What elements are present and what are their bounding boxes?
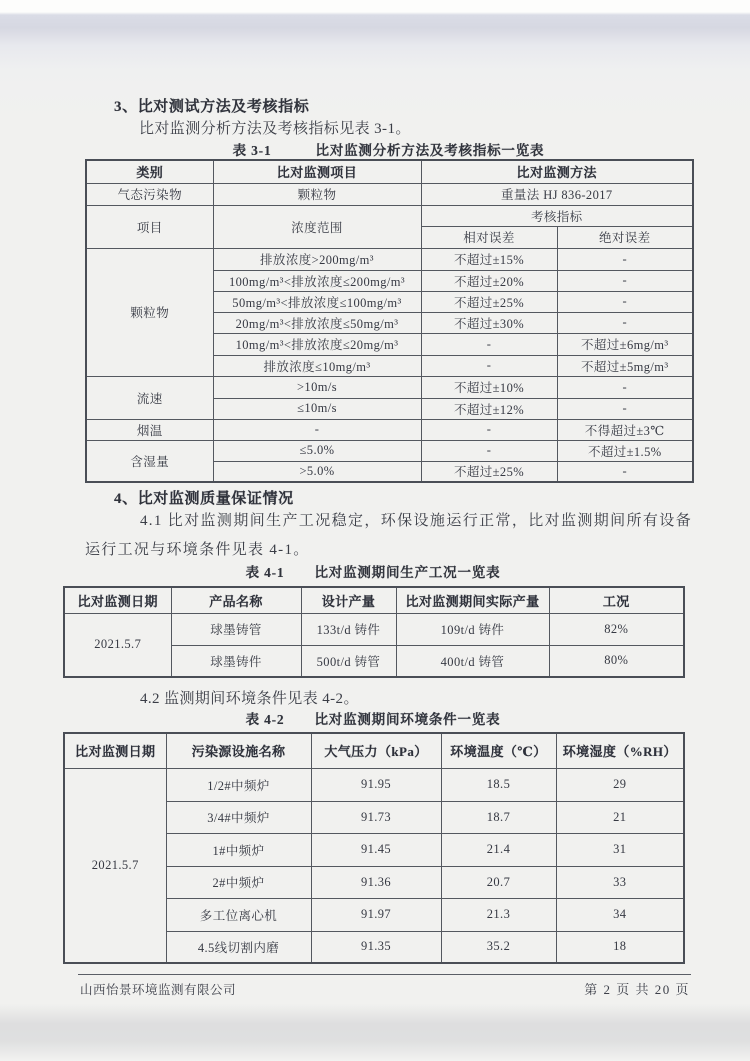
section-3-heading: 3、比对测试方法及考核指标: [114, 99, 310, 115]
section-4-1-paragraph: 4.1 比对监测期间生产工况稳定，环保设施运行正常，比对监测期间所有设备运行工况与环境条件见表 4-1。: [85, 513, 692, 558]
table-header-cell: 大气压力（kPa）: [311, 733, 441, 768]
table-cell: -: [557, 291, 693, 312]
table-cell: 18.7: [441, 801, 556, 833]
table-cell: 100mg/m³<排放浓度≤200mg/m³: [213, 270, 421, 291]
table-cell: 91.73: [311, 801, 441, 833]
table-cell: 相对误差: [421, 226, 557, 248]
footer-divider: [78, 974, 691, 975]
table-cell: 颗粒物: [86, 248, 213, 376]
table-cell: 133t/d 铸件: [301, 613, 396, 645]
table-header-cell: 工况: [549, 587, 684, 613]
table-cell: 2021.5.7: [64, 768, 166, 963]
table-cell: 含湿量: [86, 440, 213, 482]
table-cell: 不超过±5mg/m³: [557, 355, 693, 376]
table-cell: 91.35: [311, 931, 441, 963]
table-cell: 21: [556, 801, 684, 833]
table-4-2-caption-title: 比对监测期间环境条件一览表: [314, 712, 501, 727]
table-cell: 10mg/m³<排放浓度≤20mg/m³: [213, 333, 421, 355]
table-cell: 31: [556, 833, 684, 866]
table-cell: 球墨铸件: [171, 645, 301, 677]
environment-conditions-table: [63, 732, 683, 962]
table-cell: 91.95: [311, 768, 441, 801]
footer-company-name: 山西怡景环境监测有限公司: [80, 983, 237, 997]
table-cell: ≤5.0%: [213, 440, 421, 461]
table-4-1-caption-label: 表 4-1: [245, 565, 285, 580]
scan-shadow-bottom: [0, 1004, 750, 1061]
table-4-1-caption-title: 比对监测期间生产工况一览表: [314, 565, 501, 580]
table-cell: 1#中频炉: [166, 833, 311, 866]
methods-and-criteria-table-grid: [85, 159, 694, 483]
table-header-cell: 产品名称: [171, 587, 301, 613]
table-cell: 3/4#中频炉: [166, 801, 311, 833]
table-cell: 500t/d 铸管: [301, 645, 396, 677]
section-4-2-paragraph: 4.2 监测期间环境条件见表 4-2。: [140, 691, 359, 707]
table-cell: 29: [556, 768, 684, 801]
table-cell: 烟温: [86, 419, 213, 440]
table-header-cell: 环境温度（℃）: [441, 733, 556, 768]
table-cell: 2#中频炉: [166, 866, 311, 898]
section-4-heading: 4、比对监测质量保证情况: [114, 491, 294, 507]
table-cell: 项目: [86, 205, 213, 248]
table-cell: -: [557, 270, 693, 291]
table-cell: 35.2: [441, 931, 556, 963]
table-cell: -: [557, 248, 693, 270]
table-3-1-caption-title: 比对监测分析方法及考核指标一览表: [315, 143, 545, 158]
table-cell: 91.97: [311, 898, 441, 931]
table-cell: 绝对误差: [557, 226, 693, 248]
table-cell: 21.4: [441, 833, 556, 866]
table-cell: 考核指标: [421, 205, 693, 226]
table-cell: 18: [556, 931, 684, 963]
table-cell: 2021.5.7: [64, 613, 171, 677]
table-cell: -: [421, 440, 557, 461]
table-cell: 91.36: [311, 866, 441, 898]
table-header-cell: 比对监测日期: [64, 733, 166, 768]
table-cell: 不超过±1.5%: [557, 440, 693, 461]
table-header-cell: 污染源设施名称: [166, 733, 311, 768]
table-4-1-caption: [63, 561, 683, 581]
methods-and-criteria-table: [85, 159, 692, 481]
table-header-cell: 比对监测项目: [213, 160, 421, 183]
footer-page-number: 第 2 页 共 20 页: [584, 982, 690, 997]
table-cell: 33: [556, 866, 684, 898]
table-cell: 颗粒物: [213, 183, 421, 205]
table-cell: -: [213, 419, 421, 440]
table-cell: 重量法 HJ 836-2017: [421, 183, 693, 205]
table-cell: 球墨铸管: [171, 613, 301, 645]
table-cell: 不超过±6mg/m³: [557, 333, 693, 355]
table-cell: 排放浓度≤10mg/m³: [213, 355, 421, 376]
table-cell: 不超过±25%: [421, 291, 557, 312]
table-3-1-caption-label: 表 3-1: [232, 143, 272, 158]
table-header-cell: 比对监测方法: [421, 160, 693, 183]
production-conditions-table: [63, 586, 683, 676]
table-cell: ≤10m/s: [213, 398, 421, 419]
table-cell: 18.5: [441, 768, 556, 801]
table-cell: -: [421, 355, 557, 376]
table-header-cell: 类别: [86, 160, 213, 183]
table-4-2-caption-label: 表 4-2: [245, 712, 285, 727]
table-cell: 流速: [86, 376, 213, 419]
table-cell: 气态污染物: [86, 183, 213, 205]
table-cell: -: [557, 461, 693, 482]
table-4-2-caption: [63, 708, 683, 728]
table-cell: 20.7: [441, 866, 556, 898]
table-cell: 不超过±20%: [421, 270, 557, 291]
table-cell: 34: [556, 898, 684, 931]
table-cell: 不超过±30%: [421, 312, 557, 333]
table-cell: -: [557, 376, 693, 398]
table-cell: 91.45: [311, 833, 441, 866]
table-cell: 不超过±25%: [421, 461, 557, 482]
section-3-intro-text: 比对监测分析方法及考核指标见表 3-1。: [139, 121, 411, 137]
table-cell: >10m/s: [213, 376, 421, 398]
table-cell: 排放浓度>200mg/m³: [213, 248, 421, 270]
table-cell: 21.3: [441, 898, 556, 931]
table-cell: 不超过±10%: [421, 376, 557, 398]
table-header-cell: 环境湿度（%RH）: [556, 733, 684, 768]
table-header-cell: 比对监测期间实际产量: [396, 587, 549, 613]
table-header-cell: 设计产量: [301, 587, 396, 613]
table-cell: 4.5线切割内磨: [166, 931, 311, 963]
table-cell: 20mg/m³<排放浓度≤50mg/m³: [213, 312, 421, 333]
table-header-cell: 比对监测日期: [64, 587, 171, 613]
table-cell: 不超过±15%: [421, 248, 557, 270]
table-cell: 109t/d 铸件: [396, 613, 549, 645]
table-cell: -: [421, 419, 557, 440]
table-cell: 多工位离心机: [166, 898, 311, 931]
table-3-1-caption: [85, 139, 692, 159]
table-cell: 浓度范围: [213, 205, 421, 248]
production-conditions-table-grid: [63, 586, 685, 678]
table-cell: 不得超过±3℃: [557, 419, 693, 440]
table-cell: 400t/d 铸管: [396, 645, 549, 677]
table-cell: 不超过±12%: [421, 398, 557, 419]
table-cell: 50mg/m³<排放浓度≤100mg/m³: [213, 291, 421, 312]
table-cell: 1/2#中频炉: [166, 768, 311, 801]
table-cell: -: [421, 333, 557, 355]
table-cell: >5.0%: [213, 461, 421, 482]
table-cell: -: [557, 312, 693, 333]
table-cell: 82%: [549, 613, 684, 645]
table-cell: -: [557, 398, 693, 419]
environment-conditions-table-grid: [63, 732, 685, 964]
table-cell: 80%: [549, 645, 684, 677]
